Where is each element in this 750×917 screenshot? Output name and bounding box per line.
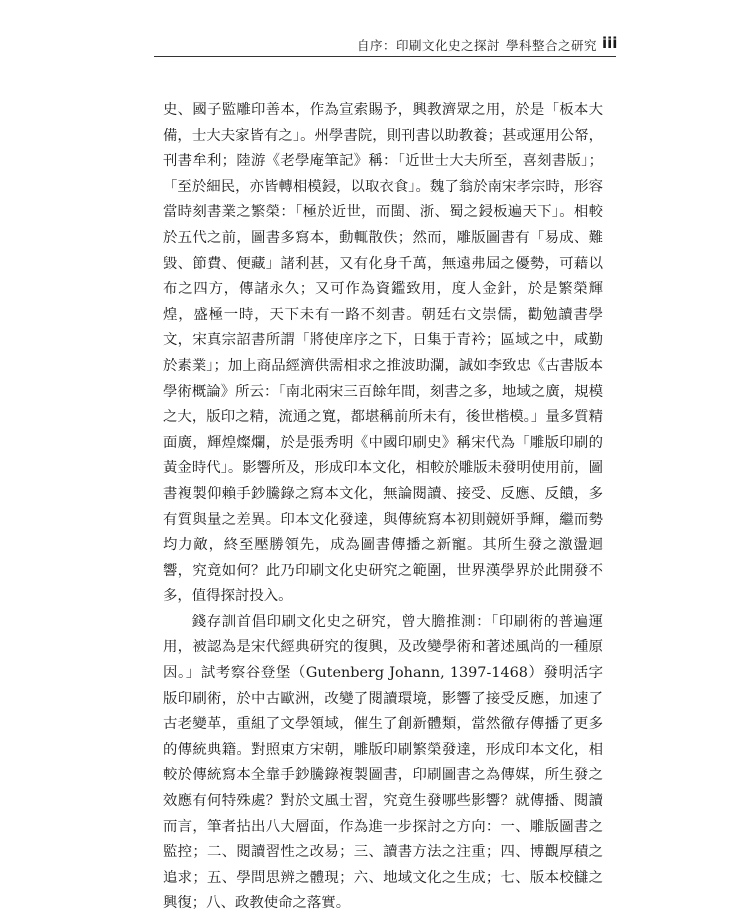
paragraph-2: 錢存訓首倡印刷文化史之研究，曾大膽推測：「印刷術的普遍運用，被認為是宋代經典研究的復興，及改變學術和著述風尚的一種原因。」試考察谷登堡（Gutenberg Johann, 1397-1468）發明活字版印刷術，於中古歐洲，改變了閱讀環境，影響了接受反應，加速了古老變革，重組了文學領域，催生了創新體類，當然徹存傳播了更多的傳統典籍。對照東方宋朝，雕版印刷繁榮發達，形成印本文化，相較於傳統寫本全靠手鈔騰錄複製圖書，印刷圖書之為傳媒，所生發之效應有何特殊處？對於文風士習，究竟生發哪些影響？就傳播、閱讀而言，筆者拈出八大層面，作為進一步探討之方向：一、雕版圖書之監控；二、閱讀習性之改易；三、讀書方法之注重；四、博觀厚積之追求；五、學問思辨之體現；六、地域文化之生成；七、版本校讎之興復；八、政教使命之落實。: [163, 613, 603, 912]
header-title-part2: 學科整合之研究: [505, 38, 597, 53]
header-title-part1: 自序：印刷文化史之探討: [357, 38, 501, 53]
paragraph-1: 史、國子監雕印善本，作為宣索賜予，興教濟眾之用，於是「板本大備，士大夫家皆有之」。州學書院，則刊書以助教養；甚或運用公帑，刊書牟利；陸游《老學庵筆記》稱：「近世士大夫所至，喜刻書版」；「至於細民，亦皆轉相模鋟，以取衣食」。魏了翁於南宋孝宗時，形容當時刻書業之繁榮：「極於近世，而閩、浙、蜀之鋟板遍天下」。相較於五代之前，圖書多寫本，動輒散佚；然而，雕版圖書有「易成、難毀、節費、便藏」諸利甚，又有化身千萬，無遠弗屆之優勢，可藉以布之四方，傳諸永久；又可作為資鑑致用，度人金針，於是繁榮輝煌，盛極一時，天下未有一路不刻書。朝廷右文崇儒，勸勉讀書學文，宋真宗詔書所謂「將使庠序之下，日集于青衿；區域之中，咸勤於素業」；加上商品經濟供需相求之推波助瀾，誠如李致忠《古書版本學術概論》所云：「南北兩宋三百餘年間，刻書之多，地域之廣，規模之大，版印之精，流通之寬，都堪稱前所未有，後世楷模。」量多質精面廣，輝煌燦爛，於是張秀明《中國印刷史》稱宋代為「雕版印刷的黃金時代」。影響所及，形成印本文化，相較於雕版未發明使用前，圖書複製仰賴手鈔騰錄之寫本文化，無論閱讀、接受、反應、反饋，多有質與量之差異。印本文化發達，與傳統寫本初則競妍爭輝，繼而勢均力敵，終至壓勝領先，成為圖書傳播之新寵。其所生發之激盪迴響，究竟如何？此乃印刷文化史研究之範圍，世界漢學界於此開發不多，值得探討投入。: [163, 102, 603, 605]
header-rule: [154, 56, 616, 57]
page-number: iii: [602, 34, 618, 52]
body-text: [163, 98, 603, 917]
running-header: [357, 36, 597, 58]
